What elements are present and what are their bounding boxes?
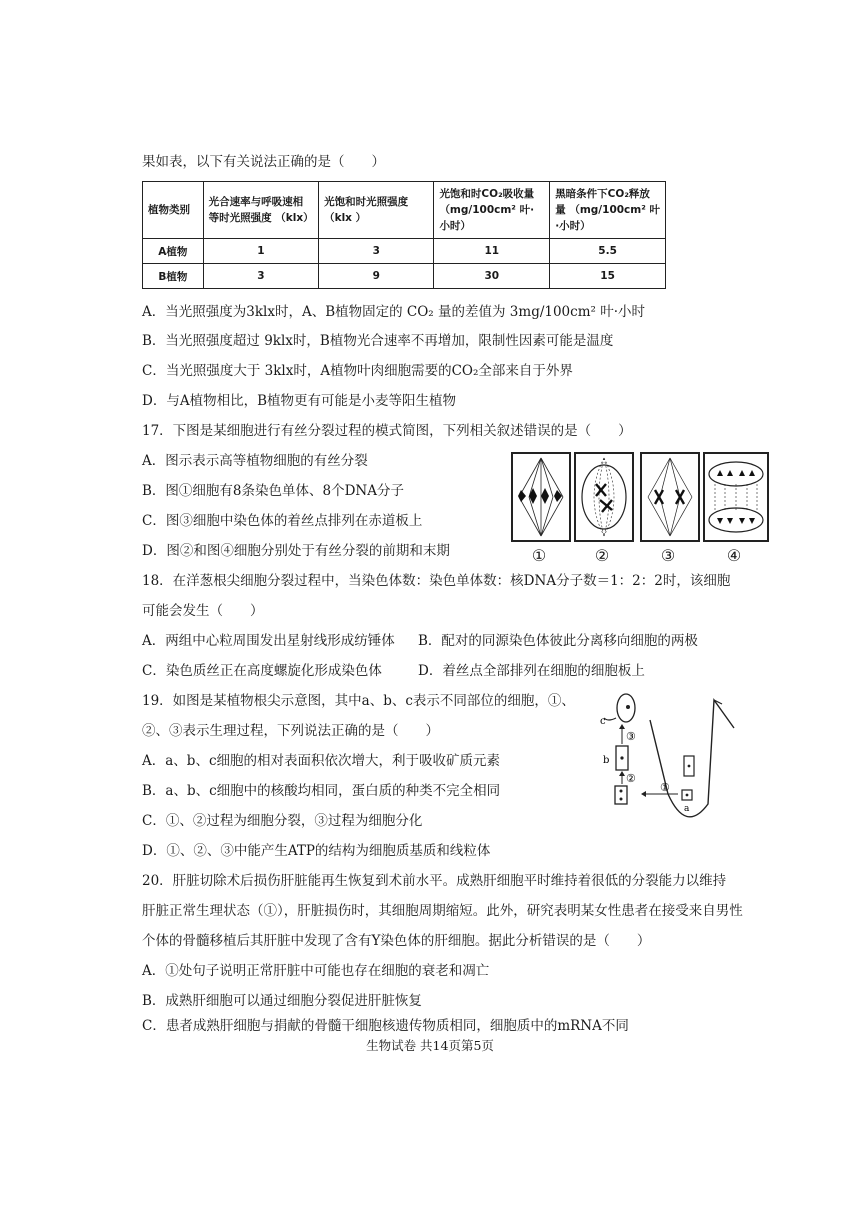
table-cell: 3: [203, 264, 318, 289]
table-cell: 30: [434, 264, 550, 289]
q16-option-a: A．当光照强度为3klx时，A、B植物固定的 CO₂ 量的差值为 3mg/100cm² 叶·小时: [142, 304, 646, 320]
mitosis-cell-1-drawing: [513, 454, 569, 540]
q20-stem-line2: 肝脏正常生理状态（①），肝脏损伤时，其细胞周期缩短。此外，研究表明某女性患者在接受来自男性: [142, 903, 743, 919]
q18-option-c: C．染色质丝正在高度螺旋化形成染色体: [142, 663, 382, 679]
table-header-cell: 光合速率与呼吸速相等时光照强度 （klx）: [203, 182, 318, 239]
q19-option-c: C．①、②过程为细胞分裂，③过程为细胞分化: [142, 813, 423, 829]
q18-option-b: B．配对的同源染色体彼此分离移向细胞的两极: [418, 633, 698, 649]
table-header-cell: 光饱和时光照强度 （klx ）: [319, 182, 434, 239]
q18-option-a: A．两组中心粒周围发出星射线形成纺锤体: [142, 633, 395, 649]
table-header-cell: 植物类别: [143, 182, 204, 239]
q17-option-b: B．图①细胞有8条染色单体、8个DNA分子: [142, 483, 404, 499]
figure-label-3: ③: [660, 546, 676, 565]
root-tip-label-1: ①: [660, 781, 670, 794]
q19-stem-line2: ②、③表示生理过程，下列说法正确的是（ ）: [142, 723, 439, 739]
q16-option-b: B．当光照强度超过 9klx时，B植物光合速率不再增加，限制性因素可能是温度: [142, 333, 614, 349]
q16-option-c: C．当光照强度大于 3klx时，A植物叶肉细胞需要的CO₂全部来自于外界: [142, 363, 573, 379]
mitosis-cell-1: [511, 452, 571, 542]
q20-stem-line3: 个体的骨髓移植后其肝脏中发现了含有Y染色体的肝细胞。据此分析错误的是（ ）: [142, 933, 651, 949]
page-footer: 生物试卷 共14页第5页: [366, 1038, 494, 1053]
table-cell: 11: [434, 239, 550, 264]
q18-stem-line1: 18．在洋葱根尖细胞分裂过程中，当染色体数：染色单体数：核DNA分子数＝1：2：2时，该细胞: [142, 573, 731, 589]
q16-option-d: D．与A植物相比，B植物更有可能是小麦等阳生植物: [142, 393, 456, 409]
mitosis-cell-2: [574, 452, 634, 542]
root-tip-label-b: b: [603, 755, 610, 766]
table-cell: 5.5: [550, 239, 666, 264]
table-row: [143, 264, 666, 289]
q20-option-b: B．成熟肝细胞可以通过细胞分裂促进肝脏恢复: [142, 993, 422, 1009]
root-tip-label-3: ③: [626, 730, 636, 743]
figure-label-4: ④: [726, 546, 742, 565]
table-header-row: [143, 182, 666, 239]
q19-stem-line1: 19．如图是某植物根尖示意图，其中a、b、c表示不同部位的细胞，①、: [142, 693, 575, 709]
root-tip-label-a: a: [684, 804, 690, 814]
root-tip-label-2: ②: [626, 772, 636, 785]
q20-option-c: C．患者成熟肝细胞与捐献的骨髓干细胞核遗传物质相同，细胞质中的mRNA不同: [142, 1018, 629, 1034]
figure-label-2: ②: [594, 546, 610, 565]
plant-data-table: [142, 181, 666, 289]
mitosis-cell-2-drawing: [576, 454, 632, 540]
q19-option-a: A．a、b、c细胞的相对表面积依次增大，利于吸收矿质元素: [142, 753, 500, 769]
figure-label-1: ①: [531, 546, 547, 565]
q18-option-d: D．着丝点全部排列在细胞的细胞板上: [418, 663, 645, 679]
q18-stem-line2: 可能会发生（ ）: [142, 603, 264, 619]
q17-stem: 17．下图是某细胞进行有丝分裂过程的模式简图，下列相关叙述错误的是（ ）: [142, 423, 632, 439]
mitosis-cell-4: [703, 452, 769, 542]
table-cell: 3: [319, 239, 434, 264]
table-cell: 1: [203, 239, 318, 264]
table-cell: B植物: [143, 264, 204, 289]
table-header-cell: 光饱和时CO₂吸收量 （mg/100cm² 叶·小时）: [434, 182, 550, 239]
table-cell: A植物: [143, 239, 204, 264]
q16-intro: 果如表，以下有关说法正确的是（ ）: [142, 154, 385, 170]
table-cell: 15: [550, 264, 666, 289]
table-cell: 9: [319, 264, 434, 289]
q19-option-d: D．①、②、③中能产生ATP的结构为细胞质基质和线粒体: [142, 843, 491, 859]
q20-option-a: A．①处句子说明正常肝脏中可能也存在细胞的衰老和凋亡: [142, 963, 490, 979]
q20-stem-line1: 20．肝脏切除术后损伤肝脏能再生恢复到术前水平。成熟肝细胞平时维持着很低的分裂能力以维持: [142, 873, 727, 889]
table-row: [143, 239, 666, 264]
table-header-cell: 黑暗条件下CO₂释放量 （mg/100cm² 叶·小时）: [550, 182, 666, 239]
mitosis-cell-4-drawing: [705, 454, 767, 540]
q17-option-a: A．图示表示高等植物细胞的有丝分裂: [142, 453, 368, 469]
root-tip-label-c: c: [600, 716, 606, 727]
mitosis-cell-3: [640, 452, 700, 542]
q17-option-c: C．图③细胞中染色体的着丝点排列在赤道板上: [142, 513, 423, 529]
mitosis-cell-3-drawing: [642, 454, 698, 540]
root-tip-diagram: [586, 684, 756, 834]
q17-option-d: D．图②和图④细胞分别处于有丝分裂的前期和末期: [142, 543, 450, 559]
q19-option-b: B．a、b、c细胞中的核酸均相同，蛋白质的种类不完全相同: [142, 783, 501, 799]
